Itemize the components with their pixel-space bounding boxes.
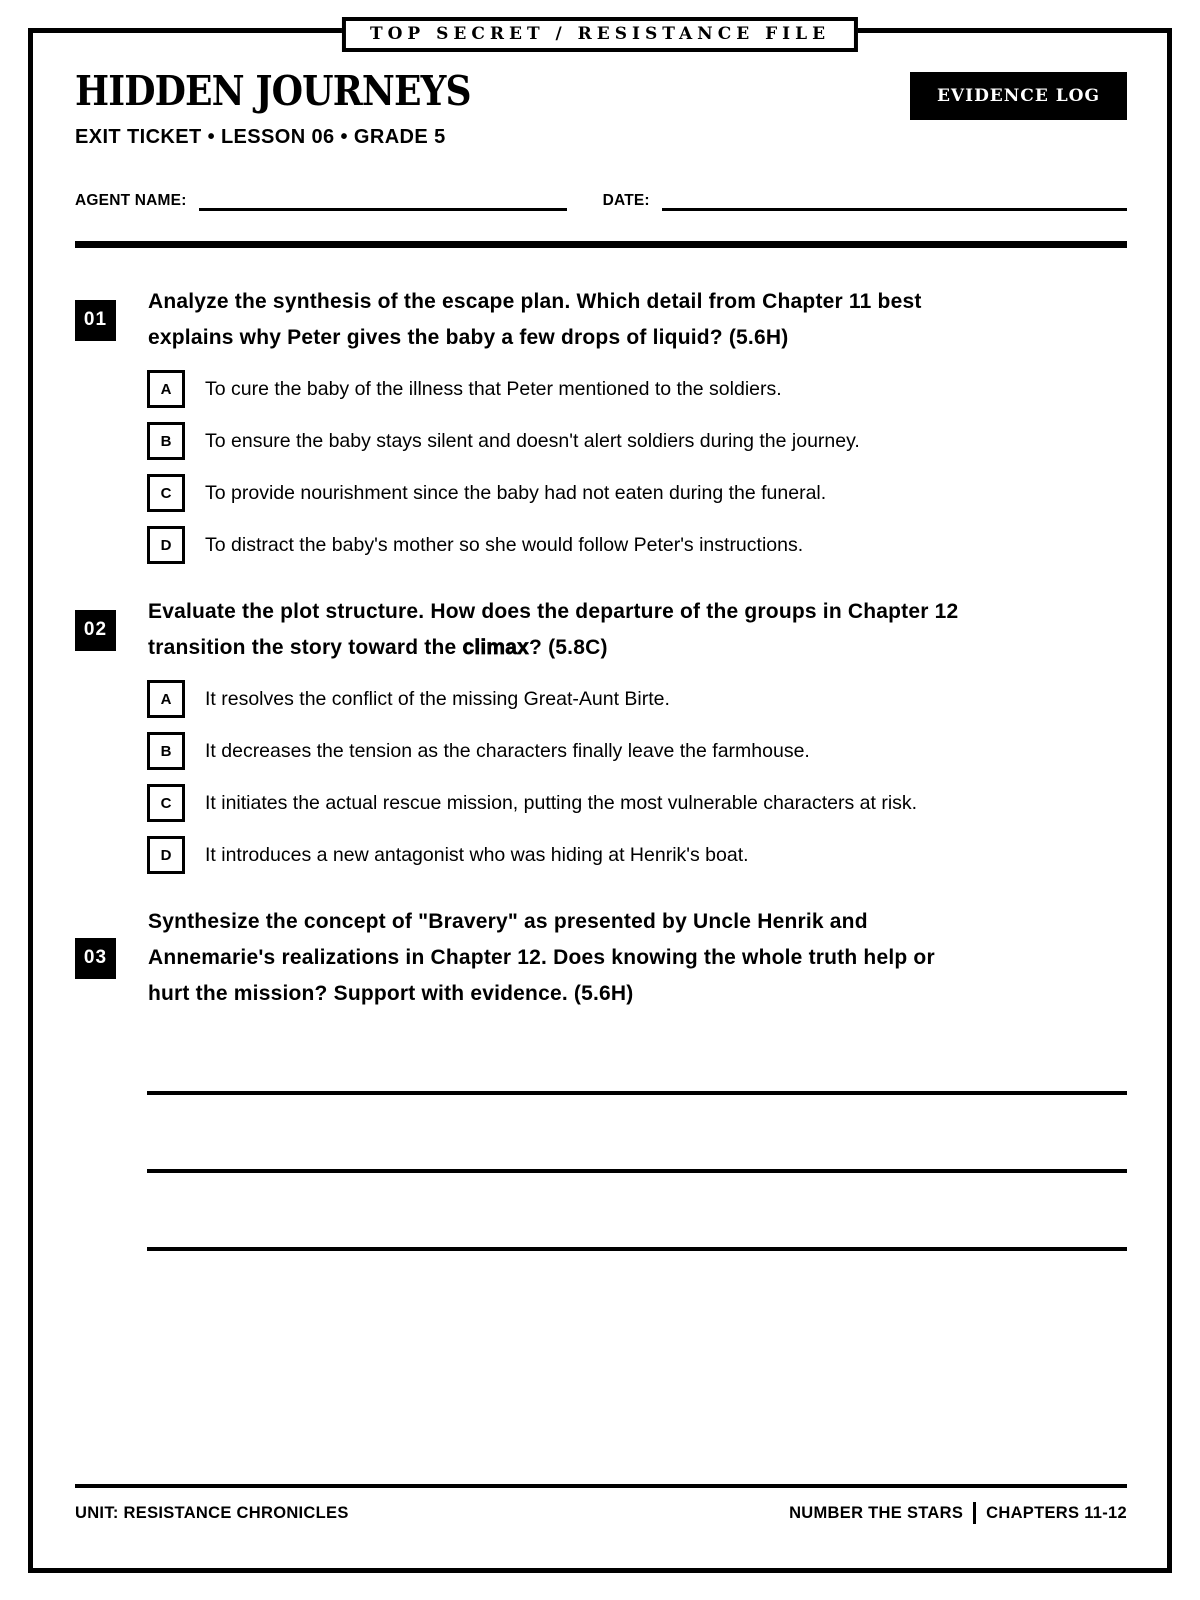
option-text-1c: To provide nourishment since the baby had not eaten during the funeral. — [205, 482, 827, 504]
option-letter-box-1b[interactable]: B — [147, 422, 185, 460]
option-letter-box-2d[interactable]: D — [147, 836, 185, 874]
option-row-2b — [147, 732, 1127, 770]
option-text-2b: It decreases the tension as the characters finally leave the farmhouse. — [205, 740, 810, 762]
subtitle: EXIT TICKET • LESSON 06 • GRADE 5 — [75, 126, 446, 148]
option-text-2c: It initiates the actual rescue mission, putting the most vulnerable characters at risk. — [205, 792, 918, 814]
agent-name-field[interactable] — [199, 191, 567, 211]
question-1-number-badge: 01 — [75, 300, 116, 341]
footer-separator-bar — [973, 1502, 976, 1524]
option-letter-box-2b[interactable]: B — [147, 732, 185, 770]
evidence-log-badge — [910, 72, 1127, 120]
question-2 — [75, 594, 1127, 666]
question-2-text — [148, 594, 958, 666]
question-1 — [75, 284, 1127, 356]
question-2-text-line2: transition the story toward the climax? (5.8C) — [148, 636, 608, 659]
date-field[interactable] — [662, 191, 1127, 211]
option-row-2a — [147, 680, 1127, 718]
option-letter-box-2c[interactable]: C — [147, 784, 185, 822]
option-letter-box-1a[interactable]: A — [147, 370, 185, 408]
option-row-2c — [147, 784, 1127, 822]
footer — [75, 1484, 1127, 1524]
footer-book-title: NUMBER THE STARS — [789, 1503, 964, 1522]
question-3-answer-area — [147, 1091, 1127, 1251]
option-row-2d — [147, 836, 1127, 874]
option-letter-box-1d[interactable]: D — [147, 526, 185, 564]
question-3 — [75, 904, 1127, 1012]
option-text-2d: It introduces a new antagonist who was hiding at Henrik's boat. — [205, 844, 749, 866]
answer-line-1[interactable] — [147, 1091, 1127, 1095]
page-title — [75, 68, 525, 115]
header — [75, 68, 1127, 120]
answer-line-2[interactable] — [147, 1169, 1127, 1173]
question-3-text-line3: hurt the mission? Support with evidence. (5.6H) — [148, 982, 634, 1005]
option-row-1d — [147, 526, 1127, 564]
page-title-text: HIDDEN JOURNEYS — [75, 67, 471, 115]
option-row-1a — [147, 370, 1127, 408]
footer-book-info — [789, 1502, 1127, 1524]
top-secret-banner — [342, 17, 858, 52]
question-2-options — [147, 680, 1127, 874]
evidence-log-label: EVIDENCE LOG — [936, 86, 1100, 106]
top-secret-banner-label: TOP SECRET / RESISTANCE FILE — [369, 24, 831, 44]
question-2-number-badge: 02 — [75, 610, 116, 651]
question-2-text-line1: Evaluate the plot structure. How does the departure of the groups in Chapter 12 — [148, 600, 959, 623]
question-1-text-line2: explains why Peter gives the baby a few drops of liquid? (5.6H) — [148, 326, 789, 349]
option-text-1d: To distract the baby's mother so she would follow Peter's instructions. — [205, 534, 804, 556]
question-3-text-line1: Synthesize the concept of "Bravery" as presented by Uncle Henrik and — [148, 910, 868, 933]
page-content — [75, 0, 1127, 1251]
question-3-text — [148, 904, 935, 1012]
option-letter-box-1c[interactable]: C — [147, 474, 185, 512]
option-text-2a: It resolves the conflict of the missing Great-Aunt Birte. — [205, 688, 670, 710]
question-1-options — [147, 370, 1127, 564]
option-row-1b — [147, 422, 1127, 460]
footer-unit-label: UNIT: RESISTANCE CHRONICLES — [75, 1503, 349, 1522]
footer-divider-rule — [75, 1484, 1127, 1488]
option-letter-box-2a[interactable]: A — [147, 680, 185, 718]
question-2-emphasis: climax — [462, 636, 530, 659]
option-text-1b: To ensure the baby stays silent and doesn't alert soldiers during the journey. — [205, 430, 860, 452]
question-3-text-line2: Annemarie's realizations in Chapter 12. Does knowing the whole truth help or — [148, 946, 935, 969]
agent-name-label: AGENT NAME: — [75, 192, 187, 209]
answer-line-3[interactable] — [147, 1247, 1127, 1251]
footer-chapters: CHAPTERS 11-12 — [986, 1503, 1127, 1522]
header-divider-rule — [75, 241, 1127, 248]
date-label: DATE: — [602, 192, 650, 209]
name-date-row — [75, 191, 1127, 211]
question-3-number-badge: 03 — [75, 938, 116, 979]
option-row-1c — [147, 474, 1127, 512]
question-1-text — [148, 284, 922, 356]
question-1-text-line1: Analyze the synthesis of the escape plan. Which detail from Chapter 11 best — [148, 290, 922, 313]
option-text-1a: To cure the baby of the illness that Peter mentioned to the soldiers. — [205, 378, 782, 400]
